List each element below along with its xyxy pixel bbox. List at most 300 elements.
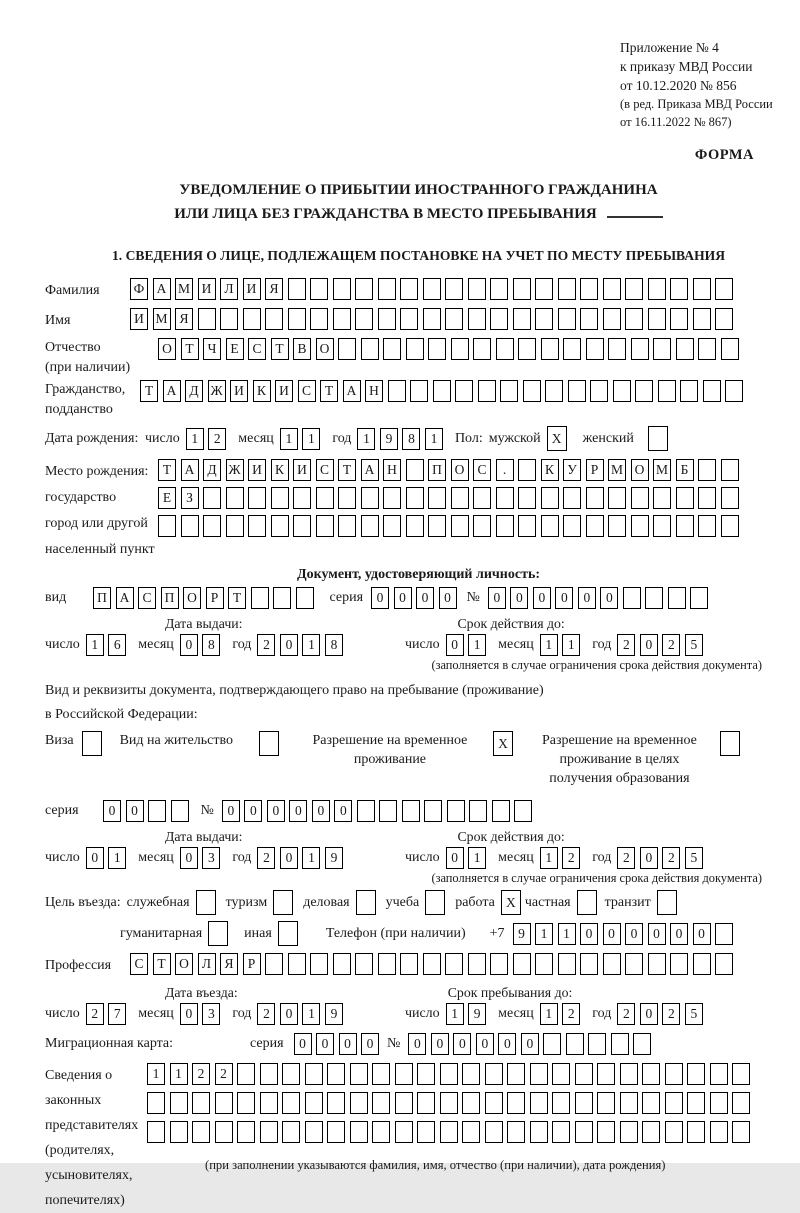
entry-month-cells[interactable] — [180, 1003, 221, 1025]
char-cell[interactable]: К — [271, 459, 289, 481]
char-cell[interactable]: К — [541, 459, 559, 481]
char-cell[interactable] — [237, 1121, 255, 1143]
char-cell[interactable] — [642, 1121, 660, 1143]
char-cell[interactable]: 0 — [625, 923, 643, 945]
char-cell[interactable]: С — [248, 338, 266, 360]
char-cell[interactable]: 9 — [380, 428, 398, 450]
char-cell[interactable]: И — [275, 380, 293, 402]
char-cell[interactable]: Т — [271, 338, 289, 360]
char-cell[interactable] — [698, 338, 716, 360]
char-cell[interactable]: 0 — [453, 1033, 471, 1055]
char-cell[interactable] — [580, 308, 598, 330]
char-cell[interactable] — [237, 1092, 255, 1114]
char-cell[interactable] — [563, 487, 581, 509]
char-cell[interactable]: Т — [153, 953, 171, 975]
char-cell[interactable] — [518, 459, 536, 481]
char-cell[interactable]: Т — [338, 459, 356, 481]
purpose-humanitarian-checkbox[interactable] — [208, 921, 228, 946]
char-cell[interactable] — [631, 487, 649, 509]
char-cell[interactable]: М — [608, 459, 626, 481]
char-cell[interactable]: Д — [203, 459, 221, 481]
citizenship-cells[interactable] — [140, 380, 743, 402]
char-cell[interactable] — [333, 278, 351, 300]
char-cell[interactable]: 0 — [533, 587, 551, 609]
char-cell[interactable]: Я — [220, 953, 238, 975]
char-cell[interactable] — [379, 800, 397, 822]
char-cell[interactable]: 5 — [685, 634, 703, 656]
char-cell[interactable] — [417, 1121, 435, 1143]
char-cell[interactable] — [698, 459, 716, 481]
stay-year-cells[interactable] — [617, 1003, 703, 1025]
char-cell[interactable]: О — [158, 338, 176, 360]
birth-month-cells[interactable] — [280, 428, 321, 450]
migration-series-cells[interactable] — [294, 1033, 380, 1055]
char-cell[interactable]: 0 — [280, 1003, 298, 1025]
char-cell[interactable]: А — [163, 380, 181, 402]
char-cell[interactable] — [383, 338, 401, 360]
char-cell[interactable] — [698, 487, 716, 509]
char-cell[interactable] — [226, 487, 244, 509]
char-cell[interactable] — [293, 515, 311, 537]
char-cell[interactable]: 1 — [186, 428, 204, 450]
char-cell[interactable]: 9 — [325, 847, 343, 869]
char-cell[interactable] — [305, 1121, 323, 1143]
char-cell[interactable] — [445, 308, 463, 330]
char-cell[interactable]: Р — [206, 587, 224, 609]
char-cell[interactable] — [372, 1063, 390, 1085]
char-cell[interactable] — [648, 953, 666, 975]
char-cell[interactable] — [603, 278, 621, 300]
char-cell[interactable] — [271, 487, 289, 509]
char-cell[interactable] — [148, 800, 166, 822]
char-cell[interactable]: А — [181, 459, 199, 481]
char-cell[interactable]: 2 — [86, 1003, 104, 1025]
char-cell[interactable]: М — [653, 459, 671, 481]
char-cell[interactable] — [248, 515, 266, 537]
doc-valid-year-cells[interactable] — [617, 634, 703, 656]
char-cell[interactable] — [372, 1121, 390, 1143]
char-cell[interactable] — [338, 338, 356, 360]
char-cell[interactable] — [687, 1121, 705, 1143]
doc-series-cells[interactable] — [371, 587, 457, 609]
char-cell[interactable] — [558, 308, 576, 330]
char-cell[interactable] — [372, 1092, 390, 1114]
char-cell[interactable]: 0 — [648, 923, 666, 945]
female-checkbox[interactable] — [648, 426, 668, 451]
char-cell[interactable] — [620, 1121, 638, 1143]
char-cell[interactable]: П — [428, 459, 446, 481]
char-cell[interactable] — [260, 1092, 278, 1114]
purpose-tourism-checkbox[interactable] — [273, 890, 293, 915]
char-cell[interactable] — [597, 1121, 615, 1143]
char-cell[interactable]: 1 — [302, 1003, 320, 1025]
char-cell[interactable]: 6 — [108, 634, 126, 656]
char-cell[interactable]: 1 — [302, 847, 320, 869]
char-cell[interactable]: 2 — [257, 847, 275, 869]
char-cell[interactable] — [507, 1063, 525, 1085]
char-cell[interactable] — [400, 278, 418, 300]
char-cell[interactable]: 0 — [289, 800, 307, 822]
char-cell[interactable] — [541, 515, 559, 537]
char-cell[interactable] — [665, 1063, 683, 1085]
char-cell[interactable] — [687, 1092, 705, 1114]
char-cell[interactable]: Т — [320, 380, 338, 402]
char-cell[interactable] — [406, 487, 424, 509]
char-cell[interactable] — [451, 338, 469, 360]
char-cell[interactable] — [350, 1092, 368, 1114]
char-cell[interactable] — [625, 953, 643, 975]
char-cell[interactable] — [513, 308, 531, 330]
char-cell[interactable] — [670, 308, 688, 330]
char-cell[interactable] — [248, 487, 266, 509]
char-cell[interactable] — [400, 953, 418, 975]
char-cell[interactable]: Я — [265, 278, 283, 300]
char-cell[interactable] — [732, 1121, 750, 1143]
char-cell[interactable] — [282, 1063, 300, 1085]
char-cell[interactable]: 2 — [662, 634, 680, 656]
char-cell[interactable] — [492, 800, 510, 822]
char-cell[interactable]: 0 — [280, 634, 298, 656]
char-cell[interactable] — [478, 380, 496, 402]
char-cell[interactable]: Т — [158, 459, 176, 481]
char-cell[interactable]: 2 — [257, 634, 275, 656]
char-cell[interactable] — [721, 515, 739, 537]
char-cell[interactable]: 3 — [202, 1003, 220, 1025]
char-cell[interactable] — [500, 380, 518, 402]
char-cell[interactable]: 1 — [425, 428, 443, 450]
char-cell[interactable] — [670, 953, 688, 975]
char-cell[interactable] — [507, 1092, 525, 1114]
purpose-work-checkbox[interactable]: X — [501, 890, 521, 915]
char-cell[interactable]: Б — [676, 459, 694, 481]
doc-issue-day-cells[interactable] — [86, 634, 127, 656]
char-cell[interactable] — [296, 587, 314, 609]
char-cell[interactable]: С — [130, 953, 148, 975]
char-cell[interactable]: 1 — [357, 428, 375, 450]
char-cell[interactable] — [625, 308, 643, 330]
char-cell[interactable] — [603, 953, 621, 975]
char-cell[interactable] — [293, 487, 311, 509]
char-cell[interactable]: 0 — [394, 587, 412, 609]
char-cell[interactable]: 0 — [416, 587, 434, 609]
char-cell[interactable] — [653, 487, 671, 509]
char-cell[interactable]: 0 — [521, 1033, 539, 1055]
char-cell[interactable]: 1 — [540, 1003, 558, 1025]
char-cell[interactable]: И — [230, 380, 248, 402]
char-cell[interactable] — [603, 308, 621, 330]
permit-issue-year-cells[interactable] — [257, 847, 343, 869]
char-cell[interactable]: 0 — [339, 1033, 357, 1055]
char-cell[interactable] — [473, 338, 491, 360]
char-cell[interactable] — [715, 923, 733, 945]
doc-kind-cells[interactable] — [93, 587, 314, 609]
char-cell[interactable] — [445, 278, 463, 300]
char-cell[interactable] — [485, 1063, 503, 1085]
char-cell[interactable] — [676, 338, 694, 360]
char-cell[interactable] — [530, 1063, 548, 1085]
char-cell[interactable]: 0 — [439, 587, 457, 609]
char-cell[interactable]: 5 — [685, 847, 703, 869]
char-cell[interactable]: 7 — [108, 1003, 126, 1025]
surname-cells[interactable] — [130, 278, 733, 300]
char-cell[interactable]: 1 — [147, 1063, 165, 1085]
char-cell[interactable] — [535, 308, 553, 330]
char-cell[interactable]: 0 — [578, 587, 596, 609]
char-cell[interactable]: 0 — [126, 800, 144, 822]
char-cell[interactable]: 9 — [325, 1003, 343, 1025]
purpose-private-checkbox[interactable] — [577, 890, 597, 915]
char-cell[interactable] — [490, 953, 508, 975]
char-cell[interactable]: 0 — [510, 587, 528, 609]
char-cell[interactable] — [260, 1063, 278, 1085]
char-cell[interactable] — [215, 1121, 233, 1143]
char-cell[interactable]: 0 — [180, 1003, 198, 1025]
char-cell[interactable]: А — [343, 380, 361, 402]
char-cell[interactable] — [333, 953, 351, 975]
char-cell[interactable]: С — [316, 459, 334, 481]
char-cell[interactable] — [645, 587, 663, 609]
char-cell[interactable] — [725, 380, 743, 402]
char-cell[interactable]: 0 — [603, 923, 621, 945]
char-cell[interactable]: 2 — [617, 847, 635, 869]
char-cell[interactable] — [288, 278, 306, 300]
char-cell[interactable]: А — [361, 459, 379, 481]
char-cell[interactable] — [575, 1121, 593, 1143]
char-cell[interactable] — [523, 380, 541, 402]
char-cell[interactable] — [665, 1121, 683, 1143]
char-cell[interactable] — [469, 800, 487, 822]
char-cell[interactable]: 1 — [562, 634, 580, 656]
char-cell[interactable] — [715, 308, 733, 330]
char-cell[interactable]: 0 — [498, 1033, 516, 1055]
char-cell[interactable] — [653, 338, 671, 360]
char-cell[interactable] — [428, 487, 446, 509]
char-cell[interactable] — [485, 1092, 503, 1114]
char-cell[interactable] — [451, 487, 469, 509]
char-cell[interactable] — [518, 515, 536, 537]
char-cell[interactable]: Т — [140, 380, 158, 402]
char-cell[interactable] — [642, 1063, 660, 1085]
char-cell[interactable]: 0 — [640, 634, 658, 656]
permit-series-cells[interactable] — [103, 800, 189, 822]
char-cell[interactable] — [552, 1063, 570, 1085]
char-cell[interactable]: С — [138, 587, 156, 609]
char-cell[interactable] — [633, 1033, 651, 1055]
char-cell[interactable]: З — [181, 487, 199, 509]
char-cell[interactable]: 2 — [215, 1063, 233, 1085]
char-cell[interactable] — [710, 1092, 728, 1114]
char-cell[interactable] — [710, 1063, 728, 1085]
char-cell[interactable]: 1 — [540, 847, 558, 869]
char-cell[interactable]: 0 — [640, 847, 658, 869]
birth-place-cells-1[interactable] — [158, 459, 739, 481]
doc-valid-day-cells[interactable] — [446, 634, 487, 656]
char-cell[interactable] — [447, 800, 465, 822]
char-cell[interactable]: 8 — [202, 634, 220, 656]
birth-day-cells[interactable] — [186, 428, 227, 450]
char-cell[interactable]: 0 — [180, 634, 198, 656]
char-cell[interactable] — [518, 487, 536, 509]
char-cell[interactable] — [406, 515, 424, 537]
char-cell[interactable] — [243, 308, 261, 330]
char-cell[interactable] — [423, 953, 441, 975]
char-cell[interactable] — [732, 1092, 750, 1114]
char-cell[interactable] — [693, 278, 711, 300]
char-cell[interactable]: Ж — [208, 380, 226, 402]
char-cell[interactable]: И — [130, 308, 148, 330]
char-cell[interactable] — [395, 1121, 413, 1143]
permit-issue-month-cells[interactable] — [180, 847, 221, 869]
char-cell[interactable]: Н — [383, 459, 401, 481]
char-cell[interactable] — [721, 487, 739, 509]
stay-day-cells[interactable] — [446, 1003, 487, 1025]
char-cell[interactable] — [355, 953, 373, 975]
char-cell[interactable] — [580, 953, 598, 975]
char-cell[interactable] — [608, 487, 626, 509]
char-cell[interactable] — [170, 1121, 188, 1143]
char-cell[interactable] — [282, 1092, 300, 1114]
char-cell[interactable] — [355, 308, 373, 330]
char-cell[interactable] — [455, 380, 473, 402]
char-cell[interactable] — [361, 487, 379, 509]
char-cell[interactable] — [273, 587, 291, 609]
char-cell[interactable] — [220, 308, 238, 330]
char-cell[interactable] — [383, 515, 401, 537]
char-cell[interactable] — [260, 1121, 278, 1143]
permit-valid-month-cells[interactable] — [540, 847, 581, 869]
char-cell[interactable] — [395, 1063, 413, 1085]
char-cell[interactable] — [485, 1121, 503, 1143]
char-cell[interactable]: 0 — [244, 800, 262, 822]
char-cell[interactable] — [310, 953, 328, 975]
char-cell[interactable] — [333, 308, 351, 330]
char-cell[interactable] — [670, 278, 688, 300]
char-cell[interactable] — [192, 1092, 210, 1114]
char-cell[interactable]: 0 — [431, 1033, 449, 1055]
char-cell[interactable] — [687, 1063, 705, 1085]
char-cell[interactable]: П — [93, 587, 111, 609]
char-cell[interactable] — [388, 380, 406, 402]
char-cell[interactable] — [693, 308, 711, 330]
char-cell[interactable] — [417, 1092, 435, 1114]
char-cell[interactable] — [541, 338, 559, 360]
char-cell[interactable] — [310, 278, 328, 300]
char-cell[interactable]: Ж — [226, 459, 244, 481]
char-cell[interactable]: 0 — [312, 800, 330, 822]
char-cell[interactable] — [462, 1092, 480, 1114]
char-cell[interactable]: Н — [365, 380, 383, 402]
char-cell[interactable] — [378, 953, 396, 975]
char-cell[interactable]: 1 — [535, 923, 553, 945]
char-cell[interactable]: О — [316, 338, 334, 360]
char-cell[interactable] — [648, 308, 666, 330]
char-cell[interactable] — [423, 278, 441, 300]
char-cell[interactable] — [357, 800, 375, 822]
purpose-transit-checkbox[interactable] — [657, 890, 677, 915]
char-cell[interactable]: 5 — [685, 1003, 703, 1025]
char-cell[interactable] — [631, 515, 649, 537]
char-cell[interactable] — [310, 308, 328, 330]
char-cell[interactable] — [462, 1121, 480, 1143]
given-name-cells[interactable] — [130, 308, 733, 330]
char-cell[interactable]: И — [293, 459, 311, 481]
birth-place-cells-2[interactable] — [158, 487, 739, 509]
residence-permit-checkbox[interactable] — [259, 731, 279, 756]
char-cell[interactable]: 2 — [208, 428, 226, 450]
doc-number-cells[interactable] — [488, 587, 709, 609]
char-cell[interactable] — [406, 459, 424, 481]
char-cell[interactable]: Л — [198, 953, 216, 975]
char-cell[interactable]: И — [248, 459, 266, 481]
char-cell[interactable] — [635, 380, 653, 402]
char-cell[interactable] — [588, 1033, 606, 1055]
doc-issue-month-cells[interactable] — [180, 634, 221, 656]
char-cell[interactable]: 0 — [294, 1033, 312, 1055]
char-cell[interactable]: 0 — [408, 1033, 426, 1055]
char-cell[interactable] — [327, 1063, 345, 1085]
char-cell[interactable] — [513, 953, 531, 975]
temp-residence-education-checkbox[interactable] — [720, 731, 740, 756]
char-cell[interactable]: У — [563, 459, 581, 481]
char-cell[interactable]: 1 — [446, 1003, 464, 1025]
doc-issue-year-cells[interactable] — [257, 634, 343, 656]
char-cell[interactable]: 0 — [267, 800, 285, 822]
char-cell[interactable] — [530, 1121, 548, 1143]
char-cell[interactable] — [535, 278, 553, 300]
purpose-other-checkbox[interactable] — [278, 921, 298, 946]
char-cell[interactable]: Е — [226, 338, 244, 360]
char-cell[interactable] — [316, 487, 334, 509]
char-cell[interactable] — [400, 308, 418, 330]
char-cell[interactable]: А — [153, 278, 171, 300]
char-cell[interactable] — [417, 1063, 435, 1085]
char-cell[interactable] — [402, 800, 420, 822]
char-cell[interactable] — [496, 515, 514, 537]
char-cell[interactable]: 2 — [562, 847, 580, 869]
char-cell[interactable] — [473, 487, 491, 509]
char-cell[interactable] — [653, 515, 671, 537]
char-cell[interactable] — [170, 1092, 188, 1114]
char-cell[interactable] — [451, 515, 469, 537]
char-cell[interactable] — [440, 1092, 458, 1114]
permit-number-cells[interactable] — [222, 800, 533, 822]
char-cell[interactable] — [558, 953, 576, 975]
temp-residence-checkbox[interactable]: X — [493, 731, 513, 756]
char-cell[interactable] — [568, 380, 586, 402]
char-cell[interactable] — [543, 1033, 561, 1055]
char-cell[interactable]: М — [153, 308, 171, 330]
char-cell[interactable] — [355, 278, 373, 300]
char-cell[interactable]: 2 — [562, 1003, 580, 1025]
char-cell[interactable]: 2 — [192, 1063, 210, 1085]
char-cell[interactable]: С — [473, 459, 491, 481]
char-cell[interactable]: 0 — [555, 587, 573, 609]
char-cell[interactable] — [608, 338, 626, 360]
char-cell[interactable]: 2 — [617, 1003, 635, 1025]
char-cell[interactable]: 1 — [468, 634, 486, 656]
char-cell[interactable] — [171, 800, 189, 822]
char-cell[interactable] — [147, 1092, 165, 1114]
char-cell[interactable] — [428, 515, 446, 537]
char-cell[interactable] — [620, 1092, 638, 1114]
char-cell[interactable] — [423, 308, 441, 330]
char-cell[interactable] — [181, 515, 199, 537]
char-cell[interactable] — [613, 380, 631, 402]
char-cell[interactable] — [378, 308, 396, 330]
char-cell[interactable] — [721, 338, 739, 360]
char-cell[interactable]: П — [161, 587, 179, 609]
char-cell[interactable] — [586, 487, 604, 509]
